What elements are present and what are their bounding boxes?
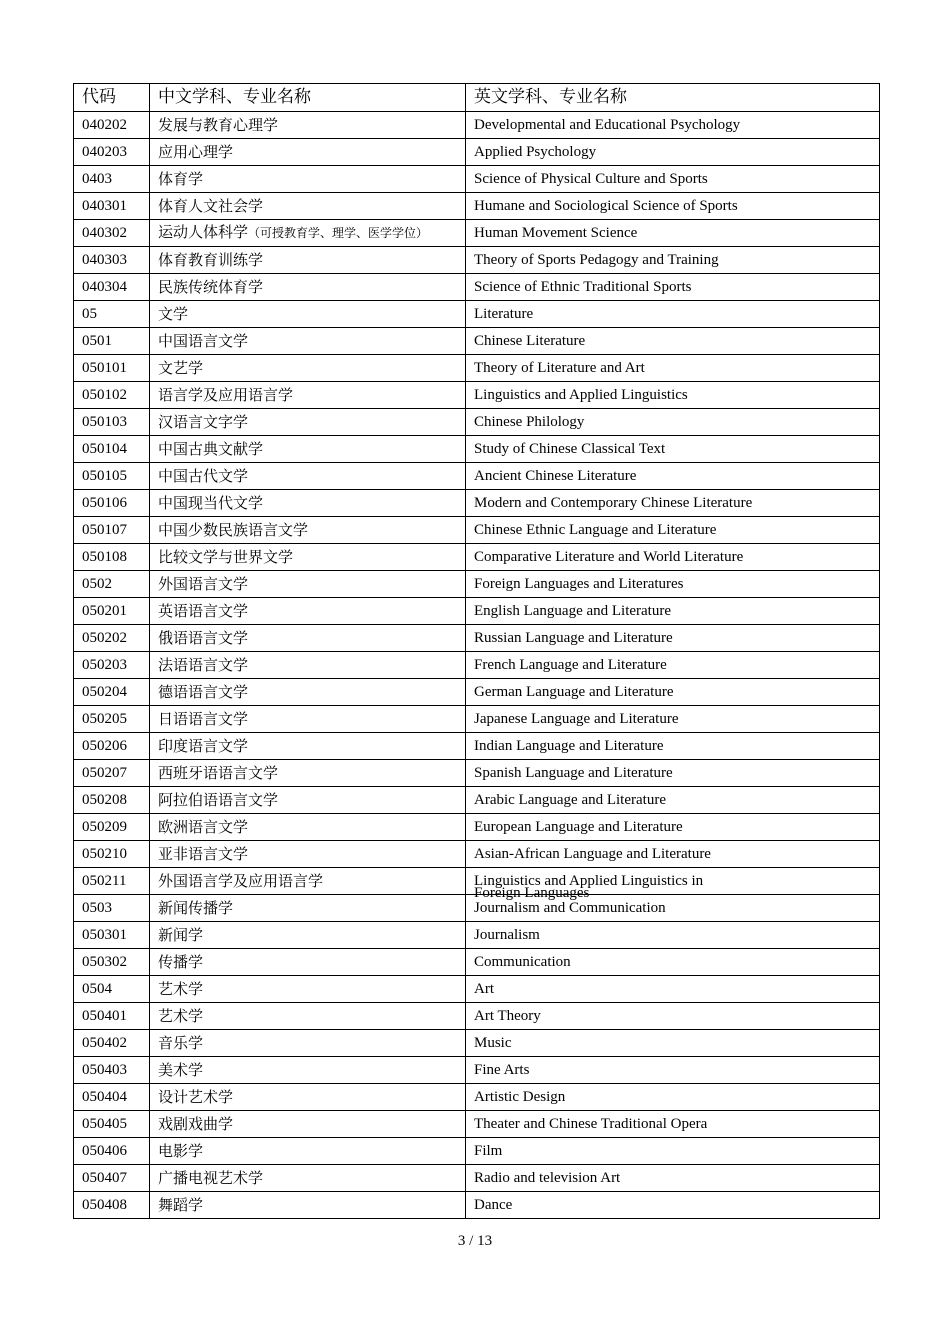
english-name: Art [474, 980, 494, 997]
english-name-cell [466, 1138, 880, 1165]
table-row [74, 841, 880, 868]
table-row [74, 1111, 880, 1138]
english-name-cell [466, 625, 880, 652]
chinese-name: 日语语言文学 [158, 709, 249, 728]
table-row [74, 1057, 880, 1084]
chinese-name-cell [150, 490, 466, 517]
subject-code: 050405 [74, 1111, 150, 1138]
english-name: European Language and Literature [474, 818, 683, 835]
table-row [74, 1084, 880, 1111]
table-row [74, 112, 880, 139]
english-name-cell [466, 679, 880, 706]
subject-code: 050404 [74, 1084, 150, 1111]
chinese-name: 阿拉伯语语言文学 [158, 790, 279, 809]
subject-code: 050203 [74, 652, 150, 679]
subject-code: 040304 [74, 274, 150, 301]
english-name-cell [466, 409, 880, 436]
english-name: German Language and Literature [474, 683, 674, 700]
table-row [74, 463, 880, 490]
english-name-cell [466, 247, 880, 274]
subject-code: 050211 [74, 868, 150, 895]
subject-code: 050209 [74, 814, 150, 841]
chinese-name: 应用心理学 [158, 142, 234, 161]
chinese-name: 舞蹈学 [158, 1195, 204, 1214]
english-name-cell [466, 652, 880, 679]
chinese-name: 中国古典文献学 [158, 439, 264, 458]
chinese-name: 文学 [158, 304, 189, 323]
chinese-name-cell [150, 382, 466, 409]
chinese-name-cell [150, 706, 466, 733]
chinese-name: 新闻学 [158, 925, 204, 944]
english-name-cell [466, 193, 880, 220]
chinese-name-cell [150, 949, 466, 976]
subject-code: 050401 [74, 1003, 150, 1030]
table-row [74, 625, 880, 652]
header-code: 代码 [74, 84, 150, 112]
table-row [74, 274, 880, 301]
subject-code: 050108 [74, 544, 150, 571]
english-name: English Language and Literature [474, 602, 672, 619]
english-name: Linguistics and Applied Linguistics [474, 386, 688, 403]
chinese-name: 中国少数民族语言文学 [158, 520, 309, 539]
english-name: Study of Chinese Classical Text [474, 440, 666, 457]
english-name: Developmental and Educational Psychology [474, 116, 741, 133]
subject-code: 050403 [74, 1057, 150, 1084]
chinese-name-cell [150, 328, 466, 355]
english-name-cell [466, 895, 880, 922]
chinese-name: 比较文学与世界文学 [158, 547, 294, 566]
chinese-name: 设计艺术学 [158, 1087, 234, 1106]
english-name-overflow: Foreign Languages [474, 885, 590, 901]
subject-code: 040203 [74, 139, 150, 166]
subject-code: 050407 [74, 1165, 150, 1192]
subject-code: 050207 [74, 760, 150, 787]
chinese-name-cell [150, 112, 466, 139]
subject-code: 050104 [74, 436, 150, 463]
english-name: Artistic Design [474, 1088, 566, 1105]
table-row [74, 1138, 880, 1165]
chinese-name-cell [150, 895, 466, 922]
chinese-name: 体育教育训练学 [158, 250, 264, 269]
subject-code: 050202 [74, 625, 150, 652]
chinese-name-cell [150, 1084, 466, 1111]
table-row [74, 787, 880, 814]
english-name-cell [466, 463, 880, 490]
table-row [74, 355, 880, 382]
english-name-cell [466, 220, 880, 247]
subject-code: 040202 [74, 112, 150, 139]
table-row [74, 517, 880, 544]
chinese-name-cell [150, 1192, 466, 1219]
chinese-name-cell [150, 1111, 466, 1138]
english-name-cell [466, 436, 880, 463]
chinese-name: 中国现当代文学 [158, 493, 264, 512]
chinese-name: 传播学 [158, 952, 204, 971]
table-row [74, 760, 880, 787]
table-row [74, 1192, 880, 1219]
subject-code: 040301 [74, 193, 150, 220]
english-name: Comparative Literature and World Literature [474, 548, 744, 565]
subject-code: 0503 [74, 895, 150, 922]
english-name: Radio and television Art [474, 1169, 621, 1186]
chinese-name-cell [150, 787, 466, 814]
table-row [74, 220, 880, 247]
chinese-name-cell [150, 1138, 466, 1165]
chinese-name: 电影学 [158, 1141, 204, 1160]
table-header-row [74, 84, 880, 112]
english-name-cell [466, 706, 880, 733]
english-name-cell [466, 1165, 880, 1192]
table-row [74, 733, 880, 760]
subject-code: 050302 [74, 949, 150, 976]
english-name-cell [466, 274, 880, 301]
english-name: Japanese Language and Literature [474, 710, 679, 727]
english-name: Chinese Philology [474, 413, 585, 430]
table-row [74, 1165, 880, 1192]
subject-code: 050406 [74, 1138, 150, 1165]
chinese-name: 音乐学 [158, 1033, 204, 1052]
subject-code: 050206 [74, 733, 150, 760]
english-name-cell [466, 976, 880, 1003]
chinese-name: 英语语言文学 [158, 601, 249, 620]
chinese-name: 戏剧戏曲学 [158, 1114, 234, 1133]
english-name: Theater and Chinese Traditional Opera [474, 1115, 708, 1132]
chinese-name-cell [150, 301, 466, 328]
chinese-name-cell [150, 625, 466, 652]
english-name: Film [474, 1142, 503, 1159]
chinese-name-cell [150, 544, 466, 571]
chinese-name-cell [150, 814, 466, 841]
subject-code: 040303 [74, 247, 150, 274]
chinese-name-cell [150, 166, 466, 193]
english-name: Applied Psychology [474, 143, 597, 160]
chinese-name-cell [150, 976, 466, 1003]
subject-code: 050201 [74, 598, 150, 625]
chinese-name-cell [150, 598, 466, 625]
english-name-cell [466, 1057, 880, 1084]
english-name-cell [466, 922, 880, 949]
english-name-cell [466, 1030, 880, 1057]
header-chinese-name: 中文学科、专业名称 [150, 84, 466, 112]
chinese-name: 印度语言文学 [158, 736, 249, 755]
table-row [74, 922, 880, 949]
subject-code: 0403 [74, 166, 150, 193]
chinese-name: 欧洲语言文学 [158, 817, 249, 836]
english-name-cell [466, 1111, 880, 1138]
english-name: Theory of Sports Pedagogy and Training [474, 251, 719, 268]
chinese-name-cell [150, 517, 466, 544]
english-name: Humane and Sociological Science of Sports [474, 197, 738, 214]
table-row [74, 301, 880, 328]
english-name: French Language and Literature [474, 656, 667, 673]
english-name: Theory of Literature and Art [474, 359, 645, 376]
chinese-name: 体育学 [158, 169, 204, 188]
english-name: Science of Physical Culture and Sports [474, 170, 708, 187]
subject-code: 050101 [74, 355, 150, 382]
table-row [74, 193, 880, 220]
english-name-cell [466, 733, 880, 760]
chinese-name: 发展与教育心理学 [158, 115, 279, 134]
english-name-cell [466, 868, 880, 901]
table-row [74, 706, 880, 733]
english-name: Chinese Ethnic Language and Literature [474, 521, 717, 538]
english-name-cell [466, 598, 880, 625]
chinese-name-cell [150, 733, 466, 760]
table-row [74, 544, 880, 571]
subject-code: 050402 [74, 1030, 150, 1057]
english-name: Science of Ethnic Traditional Sports [474, 278, 692, 295]
chinese-name: 汉语言文字学 [158, 412, 249, 431]
chinese-name-cell [150, 571, 466, 598]
table-row [74, 1003, 880, 1030]
chinese-name-cell [150, 1030, 466, 1057]
header-english-name: 英文学科、专业名称 [466, 84, 880, 112]
english-name-cell [466, 355, 880, 382]
table-row [74, 1030, 880, 1057]
chinese-name: 文艺学 [158, 358, 204, 377]
table-row [74, 436, 880, 463]
chinese-name-cell [150, 247, 466, 274]
chinese-name-cell [150, 1057, 466, 1084]
chinese-name: 运动人体科学 [158, 223, 249, 241]
english-name-cell [466, 1084, 880, 1111]
table-row [74, 949, 880, 976]
chinese-name-cell [150, 193, 466, 220]
english-name-cell [466, 1003, 880, 1030]
english-name-cell [466, 760, 880, 787]
table-row [74, 814, 880, 841]
degree-note: （可授教育学、理学、医学学位） [248, 226, 429, 240]
english-name: Indian Language and Literature [474, 737, 664, 754]
english-name-cell [466, 841, 880, 868]
subject-code: 050210 [74, 841, 150, 868]
chinese-name: 新闻传播学 [158, 898, 234, 917]
chinese-name: 艺术学 [158, 979, 204, 998]
chinese-name-cell [150, 139, 466, 166]
table-row [74, 652, 880, 679]
english-name: Arabic Language and Literature [474, 791, 666, 808]
chinese-name-cell [150, 436, 466, 463]
subject-code: 050107 [74, 517, 150, 544]
table-row [74, 409, 880, 436]
english-name-cell [466, 517, 880, 544]
chinese-name: 外国语言文学 [158, 574, 249, 593]
chinese-name-cell [150, 274, 466, 301]
subject-code: 050204 [74, 679, 150, 706]
table-row [74, 328, 880, 355]
chinese-name: 中国古代文学 [158, 466, 249, 485]
chinese-name-cell [150, 922, 466, 949]
subject-code: 050103 [74, 409, 150, 436]
chinese-name-cell [150, 463, 466, 490]
table-row [74, 895, 880, 922]
english-name-cell [466, 382, 880, 409]
chinese-name: 俄语语言文学 [158, 628, 249, 647]
chinese-name: 中国语言文学 [158, 331, 249, 350]
chinese-name-cell [150, 679, 466, 706]
english-name-cell [466, 139, 880, 166]
chinese-name: 民族传统体育学 [158, 277, 264, 296]
table-row [74, 571, 880, 598]
english-name: Communication [474, 953, 571, 970]
subject-code: 050408 [74, 1192, 150, 1219]
chinese-name-cell [150, 220, 466, 247]
english-name: Ancient Chinese Literature [474, 467, 637, 484]
chinese-name: 德语语言文学 [158, 682, 249, 701]
english-name-cell [466, 328, 880, 355]
english-name: Spanish Language and Literature [474, 764, 673, 781]
chinese-name-cell [150, 1165, 466, 1192]
subject-table [73, 83, 880, 1219]
english-name-cell [466, 544, 880, 571]
english-name: Literature [474, 305, 534, 322]
chinese-name: 法语语言文学 [158, 655, 249, 674]
english-name-cell [466, 571, 880, 598]
table-row [74, 598, 880, 625]
chinese-name: 美术学 [158, 1060, 204, 1079]
chinese-name: 外国语言学及应用语言学 [158, 871, 324, 890]
english-name-cell [466, 490, 880, 517]
subject-code: 05 [74, 301, 150, 328]
table-row [74, 868, 880, 895]
chinese-name-cell [150, 868, 466, 895]
english-name: Linguistics and Applied Linguistics in [474, 872, 704, 889]
subject-code: 050106 [74, 490, 150, 517]
chinese-name-cell [150, 355, 466, 382]
chinese-name-cell [150, 652, 466, 679]
table-row [74, 139, 880, 166]
subject-code: 050105 [74, 463, 150, 490]
english-name: Dance [474, 1196, 513, 1213]
english-name: Modern and Contemporary Chinese Literature [474, 494, 753, 511]
chinese-name: 语言学及应用语言学 [158, 385, 294, 404]
english-name-cell [466, 1192, 880, 1219]
english-name-cell [466, 787, 880, 814]
subject-code: 050208 [74, 787, 150, 814]
english-name-cell [466, 166, 880, 193]
chinese-name: 体育人文社会学 [158, 196, 264, 215]
subject-code: 050205 [74, 706, 150, 733]
subject-code: 040302 [74, 220, 150, 247]
chinese-name-cell [150, 760, 466, 787]
english-name: Human Movement Science [474, 224, 638, 241]
table-row [74, 247, 880, 274]
chinese-name: 艺术学 [158, 1006, 204, 1025]
chinese-name-cell [150, 1003, 466, 1030]
english-name-cell [466, 301, 880, 328]
subject-code: 050301 [74, 922, 150, 949]
table-row [74, 976, 880, 1003]
subject-code: 0501 [74, 328, 150, 355]
english-name: Asian-African Language and Literature [474, 845, 711, 862]
chinese-name: 亚非语言文学 [158, 844, 249, 863]
table-body [74, 112, 880, 1219]
chinese-name-cell [150, 409, 466, 436]
english-name: Chinese Literature [474, 332, 586, 349]
table-row [74, 166, 880, 193]
english-name: Music [474, 1034, 512, 1051]
subject-code: 0504 [74, 976, 150, 1003]
chinese-name: 西班牙语语言文学 [158, 763, 279, 782]
english-name: Foreign Languages and Literatures [474, 575, 684, 592]
table-row [74, 679, 880, 706]
english-name: Art Theory [474, 1007, 541, 1024]
subject-code: 0502 [74, 571, 150, 598]
page-number: 3 / 13 [457, 1233, 493, 1249]
english-name-cell [466, 949, 880, 976]
english-name: Fine Arts [474, 1061, 530, 1078]
english-name-cell [466, 814, 880, 841]
table-row [74, 490, 880, 517]
chinese-name: 广播电视艺术学 [158, 1168, 264, 1187]
english-name-cell [466, 112, 880, 139]
english-name: Russian Language and Literature [474, 629, 673, 646]
english-name: Journalism [474, 926, 540, 943]
table-row [74, 382, 880, 409]
chinese-name-cell [150, 841, 466, 868]
subject-code: 050102 [74, 382, 150, 409]
english-name: Journalism and Communication [474, 899, 666, 916]
